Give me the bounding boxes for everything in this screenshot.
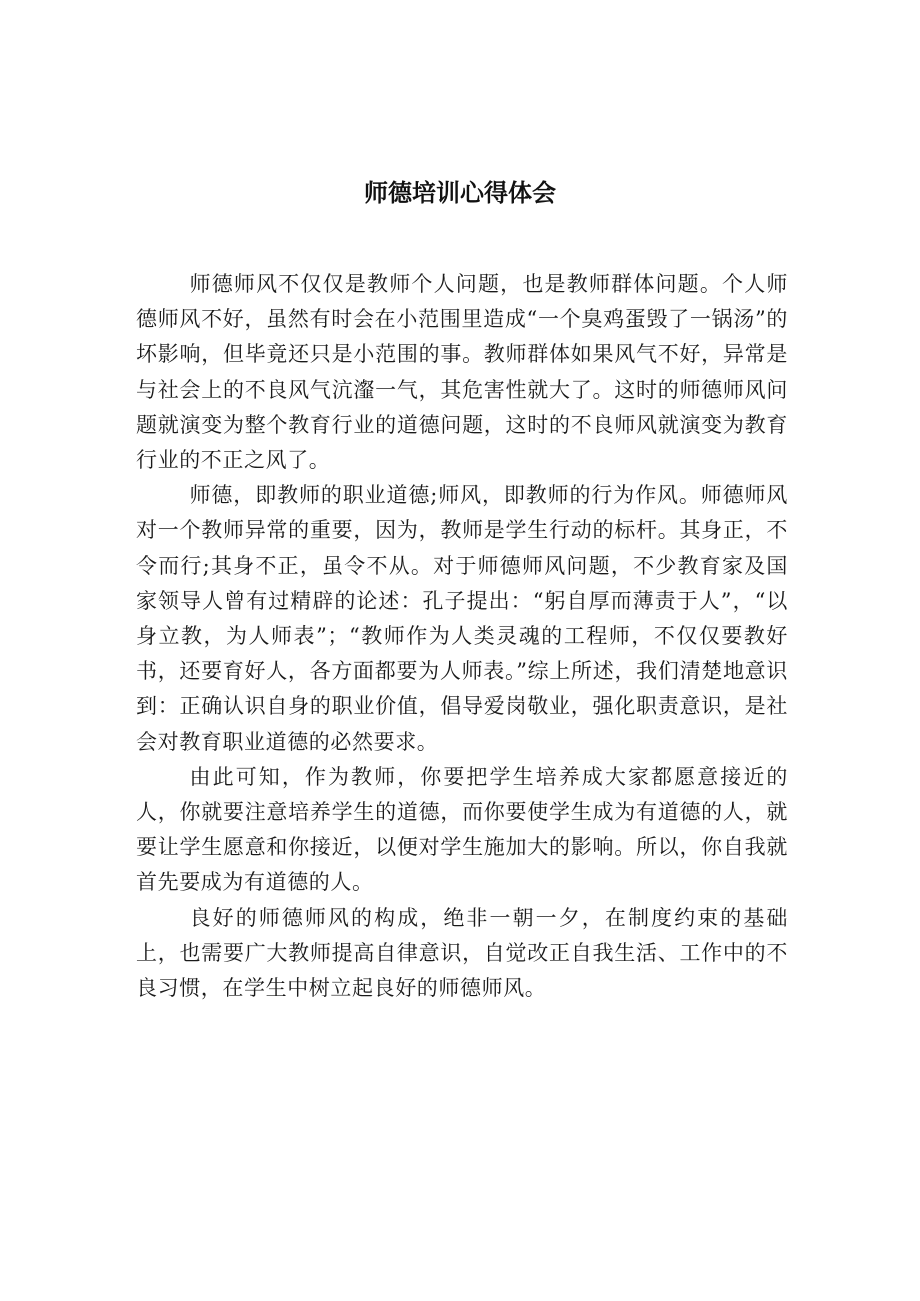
paragraph-2: 师德，即教师的职业道德;师风，即教师的行为作风。师德师风对一个教师异常的重要，因为，教师是学生行动的标杆。其身正，不令而行;其身不正，虽令不从。对于师德师风问题，不少教育家及国家领导人曾有过精辟的论述：孔子提出：“躬自厚而薄责于人”，“以身立教，为人师表”；“教师作为人类灵魂的工程师，不仅仅要教好书，还要育好人，各方面都要为人师表。”综上所述，我们清楚地意识到：正确认识自身的职业价值，倡导爱岗敬业，强化职责意识，是社会对教育职业道德的必然要求。 [136,483,788,754]
paragraph-1: 师德师风不仅仅是教师个人问题，也是教师群体问题。个人师德师风不好，虽然有时会在小范围里造成“一个臭鸡蛋毁了一锅汤”的坏影响，但毕竟还只是小范围的事。教师群体如果风气不好，异常是与社会上的不良风气沆瀣一气，其危害性就大了。这时的师德师风问题就演变为整个教育行业的道德问题，这时的不良师风就演变为教育行业的不正之风了。 [136,272,788,473]
document-title: 师德培训心得体会 [364,179,556,207]
paragraph-3: 由此可知，作为教师，你要把学生培养成大家都愿意接近的人，你就要注意培养学生的道德，而你要使学生成为有道德的人，就要让学生愿意和你接近，以便对学生施加大的影响。所以，你自我就首先要成为有道德的人。 [136,764,788,895]
paragraph-4: 良好的师德师风的构成，绝非一朝一夕，在制度约束的基础上，也需要广大教师提高自律意识，自觉改正自我生活、工作中的不良习惯，在学生中树立起良好的师德师风。 [136,905,788,1001]
document-body [136,267,788,1006]
